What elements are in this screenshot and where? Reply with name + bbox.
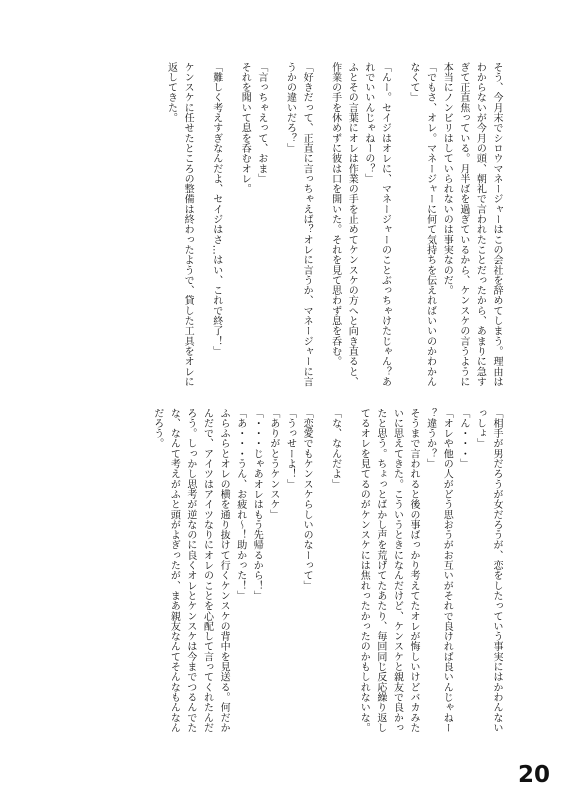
- upper-text-block: [44, 62, 504, 387]
- narration-paragraph: ケンスケに任せたところの整備は終わったようで、貸した工具をオレに返してきた。: [165, 62, 194, 387]
- page-number: 20: [517, 762, 550, 788]
- dialogue-line: 「ん・・・」: [457, 408, 469, 469]
- dialogue-line: 「んー。セイジはオレに、マネージャーのことぶっちゃけたじゃん？あれでいいんじゃねーの？」: [362, 62, 391, 387]
- narration-paragraph: そう、今月末でシロウマネージャーはこの会社を辞めてしまう。理由はわからないが今月の頭、朝礼で言われたことだったから、あまりに急すぎて正直焦っている。月半ばを過ぎているから、ケンスケの言うように本当にノンビリはしていられないのは事実なのだ。: [441, 62, 502, 387]
- narration-paragraph: そうまで言われると後の事ばっかり考えてたオレが悔しいけどバカみたいに思えてきた。こういうときになんだけど、ケンスケと親友で良かったと思う。ちょっとばかし声を荒げてたあたり、毎回同じ反応繰り返してるオレを見てるのがケンスケには焦れったかったのかもしれないな。: [358, 408, 420, 733]
- dialogue-line: 「難しく考えすぎなんだよ、セイジはさ…はい、これで終了！」: [210, 62, 222, 357]
- narration-paragraph: ふとその言葉にオレは作業の手を止めてケンスケの方へと向き直ると、作業の手を休めずに彼は口を開いた。それを見て思わず息を呑む。: [329, 62, 358, 387]
- narration-paragraph: それを聞いて息を呑むオレ。: [239, 62, 251, 194]
- narration-paragraph: ふらふらとオレの横を通り抜けて行くケンスケの背中を見送る。何だかんだで、アイツはアイツなりにオレのことを心配して言ってくれたんだろう。しっかし思考が逆なのに良くオレとケンスケは今までつるんでたな、なんて考えがふと頭がよぎったが、まあ親友なんてそんなもんなんだろう。: [151, 408, 230, 733]
- dialogue-line: 「オレや他の人がどう思おうがお互いがそれで良ければ良いんじゃねー？違うか？」: [424, 408, 453, 733]
- dialogue-line: 「・・・じゃあオレはもう先帰るから！」: [251, 408, 263, 601]
- dialogue-line: 「相手が男だろうが女だろうが、恋をしたっていう事実にはかわんないっしょ」: [474, 408, 502, 733]
- dialogue-line: 「好きだって、正直に言っちゃえば？オレに言うか、マネージャーに言うかの違いだろ？」: [284, 62, 313, 387]
- dialogue-line: 「あ・・・うん、お疲れ～！助かった！」: [234, 408, 246, 601]
- dialogue-line: 「言っちゃえって、おま」: [255, 62, 267, 184]
- dialogue-line: 「恋愛でもケンスケらしいのなーって」: [301, 408, 313, 591]
- dialogue-line: 「うっせーよ！」: [284, 408, 296, 490]
- dialogue-line: 「でもさ、オレ。マネージャーに何て気持ちを伝えればいいのかわかんなくて」: [408, 62, 436, 387]
- lower-text-block: [34, 408, 504, 733]
- dialogue-line: 「ありがとうケンスケ」: [267, 408, 279, 520]
- dialogue-line: 「な、なんだよ」: [329, 408, 341, 490]
